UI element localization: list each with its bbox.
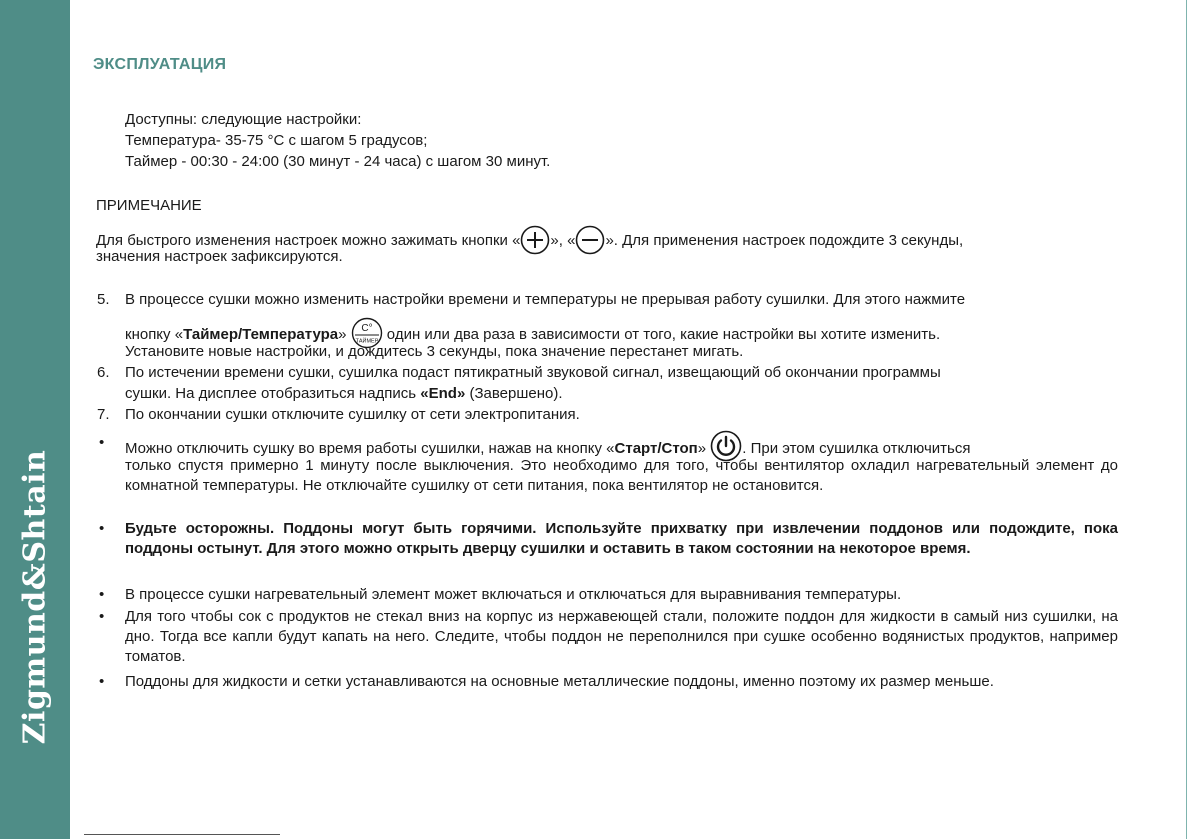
step-7-number: 7. [97, 406, 110, 423]
step-5-line-3: Установите новые настройки, и дождитесь 3 секунды, пока значение перестанет мигать. [125, 343, 744, 360]
bullet-1-text-a: Можно отключить сушку во время работы сушилки, нажав на кнопку « [125, 439, 615, 457]
plus-icon [520, 225, 550, 255]
bullet-4-text: Для того чтобы сок с продуктов не стекал вниз на корпус из нержавеющей стали, положите поддон для жидкости в самый низ сушилки, на дно. Тогда все капли будут капать на него. Следите, чтобы поддон не переполнился при сушке особенно водянистых продуктов, например томатов. [125, 608, 1118, 665]
bullet-4: • [99, 608, 105, 625]
note-text-a: Для быстрого изменения настроек можно зажимать кнопки « [96, 231, 521, 249]
bullet-3-text: В процессе сушки нагревательный элемент может включаться и отключаться для выравнивания температуры. [125, 586, 902, 603]
settings-line-2: Температура- 35-75 °С с шагом 5 градусов; [125, 132, 428, 149]
bullet-2-text: Будьте осторожны. Поддоны могут быть горячими. Используйте прихватку при извлечении поддонов или подождите, пока поддоны остынут. Для этого можно открыть дверцу сушилки и оставить в таком состоянии на некоторое время. [125, 520, 1118, 557]
bullet-1-text-c: » [697, 439, 711, 457]
footer-rule [84, 834, 280, 835]
minus-icon [575, 225, 605, 255]
icon-top-text: C° [361, 323, 373, 334]
step-6-line-1: По истечении времени сушки, сушилка подаст пятикратный звуковой сигнал, извещающий об окончании программы [125, 364, 941, 381]
note-line-2: значения настроек зафиксируются. [96, 248, 343, 265]
settings-line-3: Таймер - 00:30 - 24:00 (30 минут - 24 часа) с шагом 30 минут. [125, 153, 551, 170]
end-label: «End» [420, 385, 466, 402]
brand-logo: Zigmund&Shtain [17, 449, 53, 745]
sidebar [0, 0, 70, 839]
icon-bottom-text: ТАЙМЕР [355, 338, 378, 345]
timer-temp-label: Таймер/Температура [183, 325, 339, 343]
bullet-5: • [99, 673, 105, 690]
step-7-text: По окончании сушки отключите сушилку от сети электропитания. [125, 406, 580, 423]
note-title: ПРИМЕЧАНИЕ [96, 197, 202, 214]
section-title: ЭКСПЛУАТАЦИЯ [93, 56, 227, 73]
note-text-c: ». Для применения настроек подождите 3 секунды, [605, 231, 964, 249]
step-5-text-b: кнопку « [125, 325, 184, 343]
bullet-1-body: только спустя примерно 1 минуту после выключения. Это необходимо для того, чтобы вентилятор охладил нагревательный элемент до комнатной температуры. Не отключайте сушилку от сети питания, пока вентилятор не остановится. [125, 457, 1118, 494]
step-6-line-2 [125, 384, 563, 404]
note-text-b: », « [550, 231, 576, 249]
step-5-line-1: В процессе сушки можно изменить настройки времени и температуры не прерывая работу сушилки. Для этого нажмите [125, 291, 966, 308]
step-5-number: 5. [97, 291, 110, 308]
right-border [1186, 0, 1187, 839]
settings-line-1: Доступны: следующие настройки: [125, 111, 362, 128]
step-5-text-e: один или два раза в зависимости от того, какие настройки вы хотите изменить. [382, 325, 941, 343]
step-6-number: 6. [97, 364, 110, 381]
step-6-text-d: (Завершено). [465, 385, 563, 402]
step-6-text-b: сушки. На дисплее отобразиться надпись [125, 385, 421, 402]
bullet-2: • [99, 520, 105, 537]
start-stop-label: Старт/Стоп [614, 439, 698, 457]
bullet-5-text: Поддоны для жидкости и сетки устанавливаются на основные металлические поддоны, именно поэтому их размер меньше. [125, 673, 994, 690]
bullet-1: • [99, 434, 105, 451]
bullet-3: • [99, 586, 105, 603]
bullet-1-text-d: . При этом сушилка отключиться [742, 439, 971, 457]
step-5-text-d: » [338, 325, 351, 343]
